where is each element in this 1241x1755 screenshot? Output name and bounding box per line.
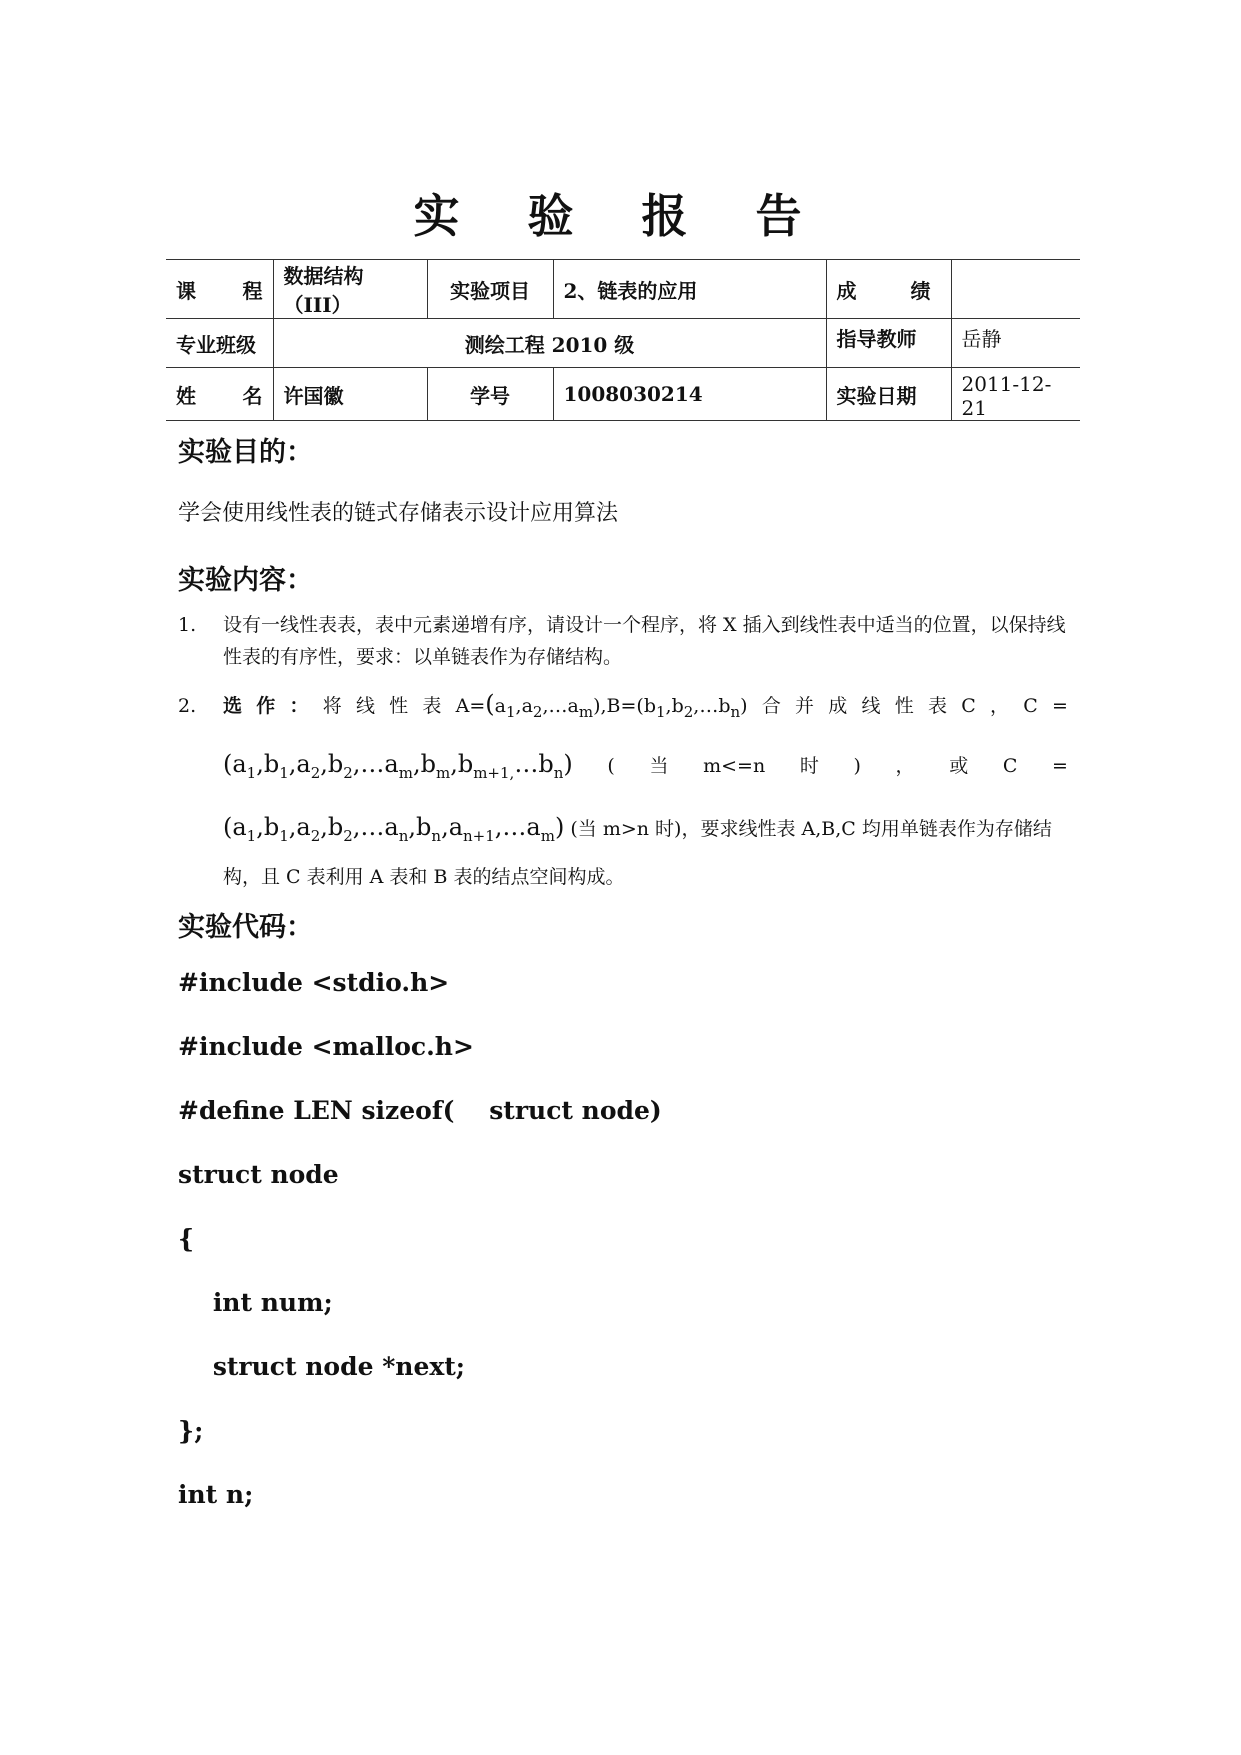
- code-line-9: int n;: [178, 1480, 254, 1509]
- report-title: 实 验 报 告: [413, 189, 828, 243]
- info-table: [166, 259, 1080, 421]
- score-value: [951, 260, 1080, 319]
- code-line-5: {: [178, 1224, 195, 1253]
- purpose-text: 学会使用线性表的链式存储表示设计应用算法: [178, 501, 619, 526]
- date-label: 实验日期: [826, 368, 951, 421]
- id-value: 1008030214: [553, 368, 826, 421]
- item-2-line-2: $(a_1,b_1,a_2,b_2,\dots a_m,b_m,b_{m+1,}\dots b_n)$ ( 当 m<=n 时 ) ， 或 C =: [223, 750, 1068, 782]
- info-row-class: [166, 319, 1080, 368]
- course-label: 课 程: [166, 260, 273, 319]
- name-value: 许国徽: [273, 368, 427, 421]
- code-line-8: };: [178, 1416, 204, 1445]
- item-2-number: 2.: [178, 695, 197, 717]
- purpose-heading: 实验目的：: [178, 437, 313, 468]
- project-value: 2、链表的应用: [553, 260, 826, 319]
- content-heading: 实验内容：: [178, 565, 313, 596]
- info-row-name: [166, 368, 1080, 421]
- class-value: 测绘工程 2010 级: [273, 319, 826, 368]
- teacher-value: 岳静: [951, 319, 1080, 368]
- item-2-line-3: $(a_1,b_1,a_2,b_2,\dots a_n,b_n,a_{n+1},\dots a_m)$ (当 m>n 时)，要求线性表 A,B,C 均用单链表作为存储结: [223, 813, 1052, 845]
- class-label: 专业班级: [166, 319, 273, 368]
- teacher-label: 指导教师: [826, 319, 951, 368]
- item-1-text: 设有一线性表表，表中元素递增有序，请设计一个程序，将 X 插入到线性表中适当的位置，以保持线性表的有序性，要求：以单链表作为存储结构。: [223, 614, 1066, 668]
- code-line-1: #include <stdio.h>: [178, 968, 450, 997]
- code-line-2: #include <malloc.h>: [178, 1032, 474, 1061]
- name-label: 姓 名: [166, 368, 273, 421]
- code-line-6: int num;: [178, 1288, 333, 1317]
- id-label: 学号: [427, 368, 553, 421]
- code-heading: 实验代码：: [178, 912, 313, 943]
- code-line-3: #define LEN sizeof( struct node): [178, 1096, 662, 1125]
- project-label: 实验项目: [427, 260, 553, 319]
- item-2-line-1: 选 作 ： 将 线 性 表 $A=(a_1,a_2,\dots a_m),B=(b_1,b_2,\dots b_n)$ 合 并 成 线 性 表 C ， C =: [223, 690, 1068, 721]
- item-1-number: 1.: [178, 614, 197, 636]
- course-value: 数据结构（III）: [273, 260, 427, 319]
- list-item-1: [178, 609, 1068, 679]
- code-line-7: struct node *next;: [178, 1352, 466, 1381]
- code-line-4: struct node: [178, 1160, 339, 1189]
- item-2-line-4: 构，且 C 表利用 A 表和 B 表的结点空间构成。: [223, 866, 625, 888]
- score-label: 成 绩: [826, 260, 951, 319]
- date-value: 2011-12-21: [951, 368, 1080, 421]
- info-row-course: [166, 260, 1080, 319]
